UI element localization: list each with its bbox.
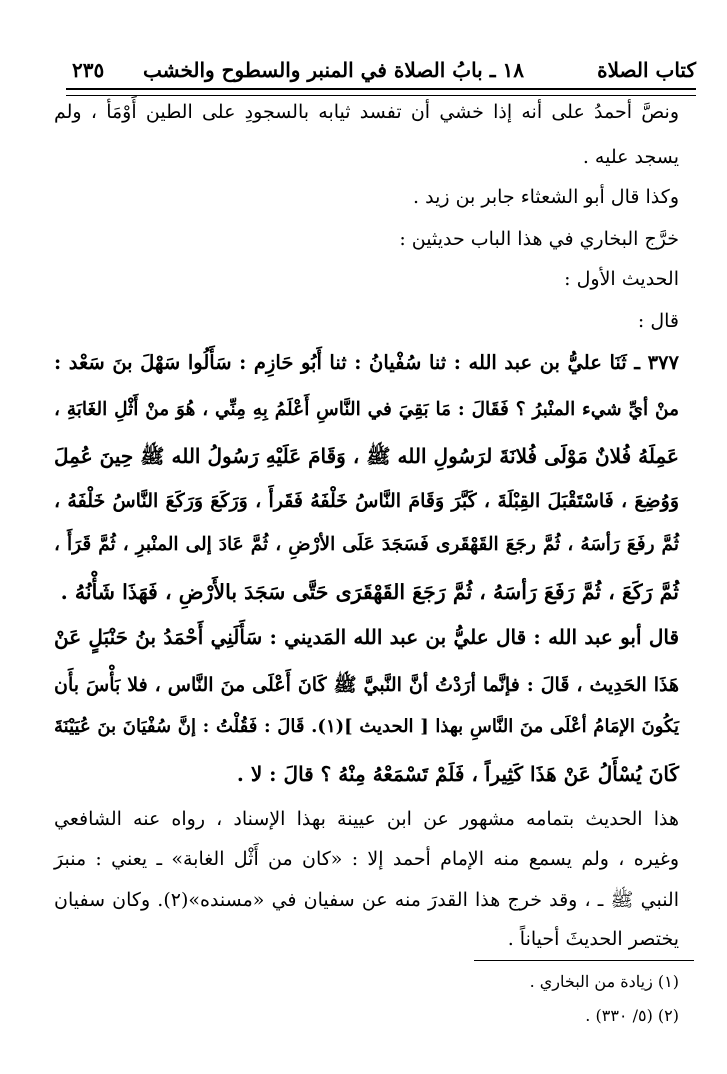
hadith-line: ثُمَّ رَكَعَ ، ثُمَّ رَفَعَ رَأسَهُ ، ثُمَّ رَجَعَ القَهْقَرَى حَتَّى سَجَدَ بالأَرْضِ ، فَهَذَا شَأْنُهُ . <box>60 580 679 604</box>
text-line: يختصر الحديثَ أحياناً . <box>507 928 679 950</box>
text-line: قال : <box>637 310 679 332</box>
narration-line: قال أبو عبد الله : قال عليُّ بن عبد الله المَديني : سَأَلَنِي أَحْمَدُ بنُ حَنْبَلٍ عَنْ <box>54 625 679 649</box>
text-line: ونصَّ أحمدُ على أنه إذا خشي أن تفسد ثيابه بالسجودِ على الطين أَوْمَأ ، ولم <box>54 101 679 123</box>
book-title: كتاب الصلاة <box>597 58 696 82</box>
page-number: ٢٣٥ <box>72 58 105 82</box>
text-line: الحديث الأول : <box>564 268 679 290</box>
narration-line: يَكُونَ الإمَامُ أعْلَى منَ النَّاسِ بهذا [ الحديث ](١). قَالَ : فَقُلْتُ : إنَّ سُفْيَانَ بنَ عُيَيْنَةَ <box>54 716 679 737</box>
footnote: (١) زيادة من البخاري . <box>529 972 679 991</box>
header-rule <box>66 88 696 96</box>
text-line: هذا الحديث بتمامه مشهور عن ابن عيينة بهذا الإسناد ، رواه عنه الشافعي <box>54 808 679 830</box>
hadith-line: عَمِلَهُ فُلانٌ مَوْلَى فُلانَةَ لرَسُولِ الله ﷺ ، وَقَامَ عَلَيْهِ رَسُولُ الله ﷺ حِينَ عُمِلَ <box>54 444 679 468</box>
text-line: وكذا قال أبو الشعثاء جابر بن زيد . <box>413 186 679 208</box>
footnote: (٢) (٥/ ٣٣٠) . <box>585 1006 679 1025</box>
text-line: يسجد عليه . <box>582 146 679 168</box>
chapter-title: ١٨ ـ بابُ الصلاة في المنبر والسطوح والخشب <box>142 58 524 82</box>
narration-line: هَذَا الحَدِيث ، قَالَ : فإنَّما أرَدْتُ أنَّ النَّبيَّ ﷺ كَانَ أَعْلَى منَ النَّاس ، فلا بَأْسَ بأَن <box>54 674 679 696</box>
hadith-line: منْ أيِّ شيء المنْبرُ ؟ فَقَالَ : مَا بَقِيَ في النَّاسِ أَعْلَمُ بِهِ مِنِّي ، هُوَ منْ أَثْلِ الغَابَةِ ، <box>54 399 679 420</box>
text-line: خرَّج البخاري في هذا الباب حديثين : <box>399 228 679 250</box>
text-line: النبي ﷺ ـ ، وقد خرج هذا القدرَ منه عن سفيان في «مسنده»(٢). وكان سفيان <box>54 889 679 911</box>
hadith-line: ثُمَّ رفَعَ رَأسَهُ ، ثُمَّ رجَعَ القَهْقَرى فَسَجَدَ عَلَى الأرْضِ ، ثُمَّ عَادَ إلى المنْبرِ ، ثُمَّ قَرَأَ ، <box>54 534 679 555</box>
narration-line: كَانَ يُسْأَلُ عَنْ هَذَا كَثِيراً ، فَلَمْ تَسْمَعْهُ مِنْهُ ؟ قالَ : لا . <box>236 762 679 786</box>
running-header <box>66 58 696 88</box>
hadith-line: ٣٧٧ ـ ثَنَا عليُّ بن عبد الله : ثنا سُفْيانُ : ثنا أَبُو حَازِم : سَأَلُوا سَهْلَ بنَ سَعْد : <box>54 351 679 374</box>
hadith-line: وَوُضِعَ ، فَاسْتَقْبَلَ القِبْلَةَ ، كَبَّرَ وَقَامَ النَّاسُ خَلْفَهُ فَقَرأَ ، وَرَكَعَ وَرَكَعَ النَّاسُ خَلْفَهُ ، <box>54 490 679 512</box>
text-line: وغيره ، ولم يسمع منه الإمام أحمد إلا : «كان من أَثْل الغابة» ـ يعني : منبرَ <box>54 848 679 870</box>
footnote-rule <box>474 960 694 961</box>
